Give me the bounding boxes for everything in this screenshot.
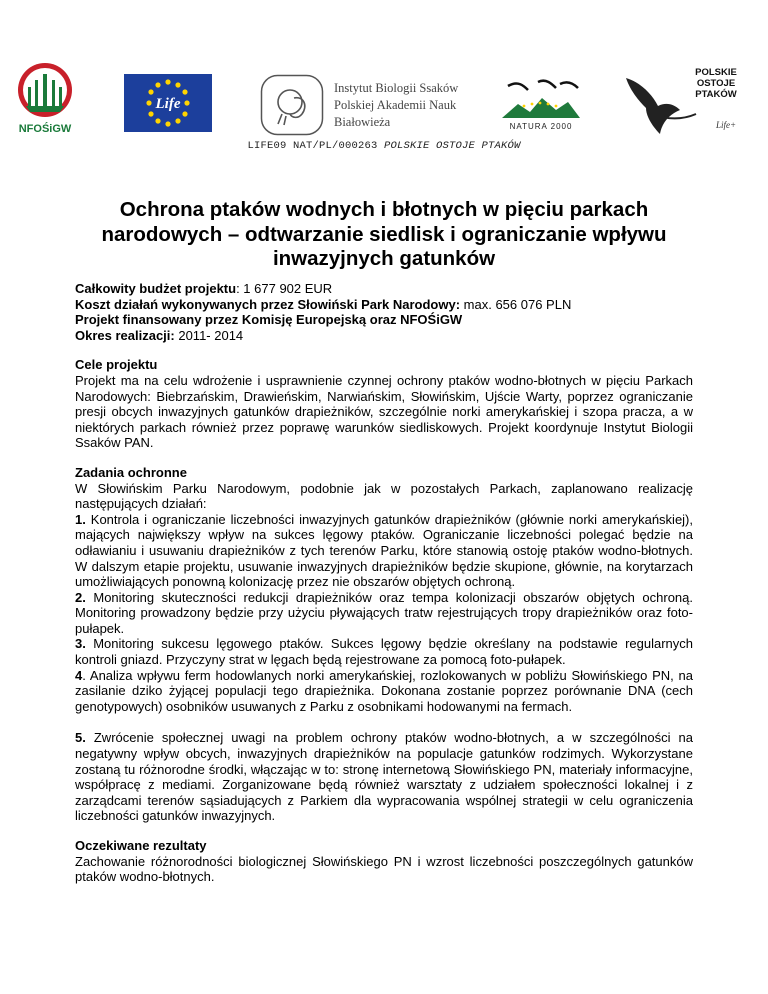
ostoje-line-3: PTAKÓW bbox=[695, 89, 737, 100]
funded-label: Projekt finansowany przez Komisję Europejską oraz NFOŚiGW bbox=[75, 312, 463, 328]
budget-value: : 1 677 902 EUR bbox=[236, 281, 333, 296]
logo-row bbox=[0, 0, 768, 140]
results-heading: Oczekiwane rezultaty bbox=[75, 838, 207, 853]
goals-section bbox=[75, 357, 693, 451]
results-text: Zachowanie różnorodności biologicznej Słowińskiego PN i wzrost liczebności poszczególnych gatunków ptaków wodno-błotnych. bbox=[75, 853, 693, 885]
task-text: Zwrócenie społecznej uwagi na problem ochrony ptaków wodno-błotnych, a w szczególności na negatywny wpływ obcych, inwazyjnych drapieżników na populacje gatunków rodzimych. Wykorzystane zostaną tu różnorodne środki, włączając w to: stronę internetową Słowińskiego PN, materiały informacyjne, współpracę z mediami. Zorganizowane będą również warsztaty z udziałem społeczności lokalnej i z zarządcami terenów sąsiadujących z Parkiem dla wypracowania wspólnej strategii w celu ograniczenia liczebności gatunków inwazyjnych. bbox=[75, 730, 693, 824]
task-item-4 bbox=[75, 668, 693, 715]
task-number: 1. bbox=[75, 511, 86, 527]
ibs-pan-logo bbox=[260, 74, 324, 136]
nfosigw-label: NFOŚiGW bbox=[18, 123, 72, 135]
cost-label: Koszt działań wykonywanych przez Słowiński Park Narodowy: bbox=[75, 296, 461, 312]
ostoje-line-2: OSTOJE bbox=[696, 78, 736, 89]
document-title: Ochrona ptaków wodnych i błotnych w pięciu parkach narodowych – odtwarzanie siedlisk i ograniczanie wpływu inwazyjnych gatunków bbox=[101, 198, 667, 270]
budget-label: Całkowity budżet projektu bbox=[75, 281, 237, 296]
ostoje-line-1: POLSKIE bbox=[695, 67, 737, 78]
polskie-ostoje-ptakow-logo bbox=[622, 64, 746, 138]
life-label: Life bbox=[155, 96, 181, 112]
period-value: 2011- 2014 bbox=[174, 327, 244, 343]
ibs-line-1: Instytut Biologii Ssaków bbox=[334, 81, 459, 95]
ibs-line-3: Białowieża bbox=[334, 115, 391, 129]
goals-heading: Cele projektu bbox=[75, 357, 158, 373]
task-text: Monitoring sukcesu lęgowego ptaków. Sukces lęgowy będzie określany na podstawie regularnych kontroli gniazd. Przyczyny strat w lęgach będą rejestrowane za pomocą foto-pułapek. bbox=[75, 636, 693, 668]
ibs-line-2: Polskiej Akademii Nauk bbox=[334, 98, 457, 112]
natura-2000-logo bbox=[498, 74, 584, 132]
document-body bbox=[75, 281, 693, 885]
ostoje-life: Life+ bbox=[715, 120, 737, 130]
task-text: Monitoring skuteczności redukcji drapieżników oraz tempa kolonizacji obszarów objętych ochroną. Monitoring prowadzony będzie przy użyciu pływających tratw rejestrujących tropy drapieżników oraz foto-pułapek. bbox=[75, 589, 693, 636]
task-text: . Analiza wpływu ferm hodowlanych norki amerykańskiej, rozlokowanych w pobliżu Słowińskiego PN, na zasilanie dziko żyjącej populacji tego drapieżnika. Dokonana zostanie poprzez porównanie DNA (cech genotypowych) osobników usuwanych z Parku z osobnikami hodowanymi na fermach. bbox=[75, 667, 693, 714]
task-item-3 bbox=[75, 636, 693, 667]
task-number: 4 bbox=[75, 667, 83, 683]
task-number: 5. bbox=[75, 730, 86, 746]
project-code: LIFE09 NAT/PL/000263 bbox=[247, 140, 378, 152]
project-code-line bbox=[0, 140, 768, 152]
task-item-5 bbox=[75, 730, 693, 824]
period-label: Okres realizacji: bbox=[75, 327, 175, 343]
goals-text: Projekt ma na celu wdrożenie i usprawnienie czynnej ochrony ptaków wodno-błotnych w pięciu Parkach Narodowych: Biebrzańskim, Drawieńskim, Narwiańskim, Słowińskim, Ujście Warty, poprzez ograniczanie presji obcych inwazyjnych gatunków drapieżników, szczególnie norki amerykańskiej i szopa pracza, a w niektórych parkach również przez poprawę warunków siedliskowych. Projekt koordynuje Instytut Biologii Ssaków PAN. bbox=[75, 372, 693, 451]
project-name: POLSKIE OSTOJE PTAKÓW bbox=[384, 140, 521, 152]
cost-value: max. 656 076 PLN bbox=[460, 296, 572, 312]
task-text: Kontrola i ograniczanie liczebności inwazyjnych gatunków drapieżników (głównie norki amerykańskiej), mających największy wpływ na sukces lęgowy ptaków. Ograniczanie liczebności polegać będzie na odławianiu i usuwaniu drapieżników z tych terenów Parku, które stanowią ostoję ptaków wodno-błotnych. W dalszym etapie projektu, usuwanie inwazyjnych drapieżników będzie skupione, głównie, na korytarzach umożliwiających ponowną kolonizację przez nie obszarów objętych ochroną. bbox=[75, 511, 693, 590]
natura-label: NATURA 2000 bbox=[509, 122, 573, 131]
project-info bbox=[75, 281, 693, 343]
ibs-pan-name bbox=[334, 80, 458, 131]
task-item-2 bbox=[75, 590, 693, 637]
tasks-heading: Zadania ochronne bbox=[75, 464, 187, 480]
task-item-1 bbox=[75, 512, 693, 590]
results-section bbox=[75, 838, 693, 885]
task-number: 3. bbox=[75, 636, 86, 652]
nfosigw-logo bbox=[12, 62, 78, 138]
task-number: 2. bbox=[75, 589, 86, 605]
eu-life-logo bbox=[124, 74, 212, 132]
tasks-intro: W Słowińskim Parku Narodowym, podobnie jak w pozostałych Parkach, zaplanowano realizację następujących działań: bbox=[75, 480, 693, 512]
tasks-section bbox=[75, 465, 693, 824]
